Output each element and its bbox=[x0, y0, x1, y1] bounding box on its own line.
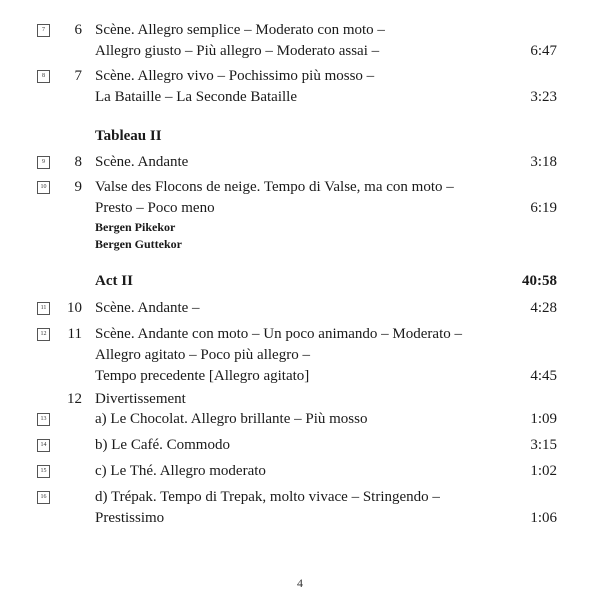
track-number: 6 bbox=[74, 22, 82, 38]
performer: Bergen Guttekor bbox=[95, 237, 182, 251]
track-title bbox=[95, 66, 515, 108]
title-line: a) Le Chocolat. Allegro brillante – Più mosso bbox=[95, 411, 368, 427]
title-line: Valse des Flocons de neige. Tempo di Valse, ma con moto – bbox=[95, 179, 454, 195]
title-line: Scène. Allegro vivo – Pochissimo più mosso – bbox=[95, 68, 375, 84]
title-line: La Bataille – La Seconde Bataille bbox=[95, 89, 298, 105]
track-duration: 3:15 bbox=[530, 437, 557, 453]
title-line: Allegro giusto – Più allegro – Moderato assai – bbox=[95, 43, 380, 59]
track-title bbox=[95, 20, 515, 62]
cd-track-box: 12 bbox=[37, 328, 50, 341]
title-line: Scène. Andante – bbox=[95, 300, 200, 316]
cd-track-box: 16 bbox=[37, 491, 50, 504]
page-number: 4 bbox=[297, 576, 303, 590]
performer: Bergen Pikekor bbox=[95, 220, 176, 234]
track-number: 7 bbox=[74, 68, 82, 84]
track-title bbox=[95, 389, 515, 410]
act-total-duration: 40:58 bbox=[522, 273, 557, 289]
track-duration: 6:19 bbox=[530, 200, 557, 216]
track-duration: 4:28 bbox=[530, 300, 557, 316]
track-number: 11 bbox=[67, 326, 82, 342]
track-duration: 3:18 bbox=[530, 154, 557, 170]
title-line: Tempo precedente [Allegro agitato] bbox=[95, 368, 310, 384]
track-duration: 6:47 bbox=[530, 43, 557, 59]
track-number: 9 bbox=[74, 179, 82, 195]
cd-track-box: 10 bbox=[37, 181, 50, 194]
title-line: Scène. Andante bbox=[95, 154, 189, 170]
cd-track-box: 8 bbox=[37, 70, 50, 83]
cd-track-box: 9 bbox=[37, 156, 50, 169]
section-heading-act-2: Act II bbox=[95, 273, 133, 289]
track-title bbox=[95, 461, 515, 482]
cd-track-box: 7 bbox=[37, 24, 50, 37]
track-title bbox=[95, 487, 515, 529]
track-title bbox=[95, 152, 515, 173]
track-title bbox=[95, 409, 515, 430]
title-line: Allegro agitato – Poco più allegro – bbox=[95, 347, 310, 363]
title-line: Divertissement bbox=[95, 391, 186, 407]
section-heading-tableau-2: Tableau II bbox=[95, 128, 162, 144]
cd-track-box: 15 bbox=[37, 465, 50, 478]
title-line: Presto – Poco meno bbox=[95, 200, 215, 216]
title-line: b) Le Café. Commodo bbox=[95, 437, 230, 453]
track-duration: 1:06 bbox=[530, 510, 557, 526]
title-line: Scène. Andante con moto – Un poco animando – Moderato – bbox=[95, 326, 463, 342]
track-title bbox=[95, 324, 515, 387]
track-duration: 1:09 bbox=[530, 411, 557, 427]
cd-track-box: 11 bbox=[37, 302, 50, 315]
title-line: Prestissimo bbox=[95, 510, 165, 526]
track-number: 8 bbox=[74, 154, 82, 170]
track-duration: 3:23 bbox=[530, 89, 557, 105]
cd-track-box: 13 bbox=[37, 413, 50, 426]
title-line: Scène. Allegro semplice – Moderato con moto – bbox=[95, 22, 385, 38]
title-line: c) Le Thé. Allegro moderato bbox=[95, 463, 266, 479]
track-duration: 1:02 bbox=[530, 463, 557, 479]
title-line: d) Trépak. Tempo di Trepak, molto vivace – Stringendo – bbox=[95, 489, 440, 505]
track-title bbox=[95, 298, 515, 319]
track-number: 12 bbox=[67, 391, 82, 407]
track-title bbox=[95, 177, 515, 253]
track-duration: 4:45 bbox=[530, 368, 557, 384]
track-title bbox=[95, 435, 515, 456]
cd-track-box: 14 bbox=[37, 439, 50, 452]
track-number: 10 bbox=[67, 300, 82, 316]
